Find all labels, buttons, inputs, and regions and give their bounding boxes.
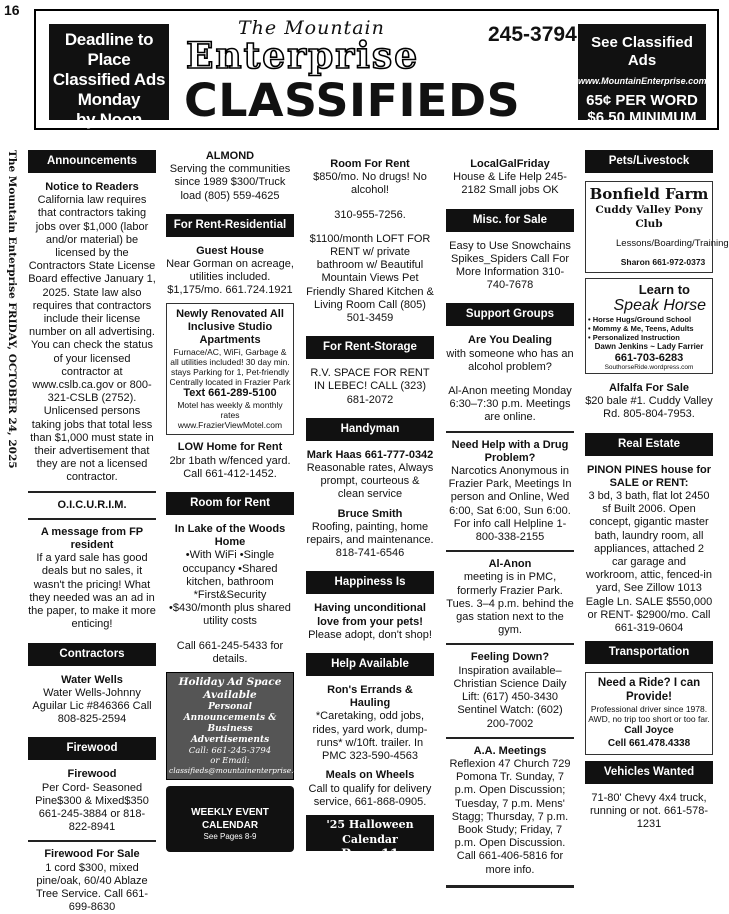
drug-title: Need Help with a Drug Problem? [451, 438, 569, 464]
misc-body: Easy to Use Snowchains Spikes_Spiders Call For More Information 310-740-7678 [449, 239, 571, 292]
holiday-ad-graphic [166, 672, 310, 780]
guest-house-body: Near Gorman on acreage, utilities included. $1,175/mo. 661.724.1921 [166, 258, 294, 297]
bruce-title: Bruce Smith [337, 507, 403, 520]
room-body: $850/mo. No drugs! No alcohol! [313, 171, 427, 197]
halloween-line-2: Page 11 [341, 846, 399, 862]
lgf-body: House & Life Help 245-2182 Small jobs OK [453, 171, 567, 197]
bonfield-title: Bonfield Farm [589, 185, 709, 203]
alanon-title: Al-Anon [488, 558, 532, 571]
bonfield-phone: Sharon 661-972-0373 [620, 257, 706, 267]
divider [446, 643, 574, 645]
rates-box [578, 24, 707, 126]
notice-body: California law requires that contractors taking jobs over $1,000 (labor and/or material) be licensed by the Contractors State License Board effective January 1, 2025. State law also requires that contractors include their license number on all advertising. You can check the status of your licensed contractor at www.cslb.ca.gov or 800-321-CSLB (2752). Unlicensed persons taking jobs that total less than $1,000 must state in their advertisement that they are not a licensed contractor. [28, 194, 156, 484]
motel-title: Newly Renovated All Inclusive Studio Apartments [176, 307, 284, 347]
guest-house-title: Guest House [196, 244, 264, 257]
notice-title: Notice to Readers [45, 181, 139, 193]
fp-message-title: A message from FP resident [40, 525, 144, 552]
alanon-online: Al-Anon meeting Monday 6:30–7:30 p.m. Meetings are online. [448, 385, 572, 424]
speak-horse-ad [585, 278, 713, 374]
speak-horse-name: Dawn Jenkins ~ Lady Farrier [594, 342, 704, 351]
ride-details: Professional driver since 1978. AWD, no trip too short or too far. [588, 704, 710, 725]
firewood-sale-body: 1 cord $300, mixed pine/oak, 60/40 Ablaze Tree Service. Call 661-699-8630 [35, 861, 149, 914]
divider [446, 885, 574, 888]
almond-body: Serving the communities since 1989 $300/Truck load (805) 559-4625 [169, 163, 291, 202]
weekly-line-1: WEEKLY EVENT [191, 807, 269, 819]
motel-text-phone: Text 661-289-5100 [183, 387, 277, 400]
mark-body: Reasonable rates, Always prompt, courteous & clean service [306, 462, 434, 501]
bonfield-farm-ad [585, 181, 729, 273]
halloween-calendar-graphic [306, 815, 434, 862]
motel-ad [166, 303, 294, 436]
deadline-box [49, 24, 169, 129]
ocurim-text: O.I.C.U.R.I.M. [57, 498, 127, 511]
holiday-call: Call: 661-245-3794 [188, 746, 272, 757]
drug-body: Narcotics Anonymous in Frazier Park, Meetings In person and Online, Wed 6:00, Sat 6:00, Sun 6:00. For info call Helpline 1-800-338-2155 [448, 465, 572, 544]
water-wells-title: Water Wells [61, 673, 123, 686]
lake-call: Call 661-245-5433 for details. [176, 639, 284, 665]
room-phone: 310-955-7256. [334, 208, 406, 221]
firewood-title: Firewood [67, 768, 117, 781]
masthead-enterprise: Enterprise [186, 35, 420, 77]
column-3 [306, 158, 434, 862]
section-header-support: Support Groups [446, 303, 574, 326]
firewood-sale-title: Firewood For Sale [44, 848, 140, 861]
sidebar-dateline [4, 150, 20, 469]
alanon-body: meeting is in PMC, formerly Frazier Park. Tues. 3–4 p.m. behind the gas station next to the gym. [446, 571, 574, 637]
low-home-title: LOW Home for Rent [177, 441, 283, 454]
motel-rates: Motel has weekly & monthly rates [177, 400, 283, 421]
holiday-or: or Email: [210, 756, 250, 767]
masthead-the-mountain: The Mountain [238, 17, 385, 39]
aa-title: A.A. Meetings [473, 744, 547, 757]
speak-horse-item: • Personalized Instruction [588, 333, 680, 342]
masthead-phone: 245-3794 [488, 23, 577, 46]
bonfield-services: Lessons/Boarding/Training [616, 238, 729, 249]
happy-title: Having unconditional love from your pets! [314, 602, 426, 628]
loft-body: $1100/month LOFT FOR RENT w/ private bathroom w/ Beautiful Mountain Views Pet Friendly Shared Kitchen & Living Room Call (805) 501-3459 [306, 232, 434, 325]
divider [446, 431, 574, 433]
section-header-real-estate: Real Estate [585, 433, 713, 456]
deadline-line: Classified Ads [52, 70, 166, 89]
low-home-body: 2br 1bath w/fenced yard. Call 661-412-1452. [169, 454, 291, 480]
section-header-room-for-rent: Room for Rent [166, 492, 294, 515]
alc-body: with someone who has an alcohol problem? [446, 347, 574, 373]
section-header-misc: Misc. for Sale [446, 209, 574, 232]
speak-horse-line-1: Learn to [638, 282, 690, 297]
lake-title: In Lake of the Woods Home [174, 523, 286, 549]
happy-body: Please adopt, don't shop! [308, 628, 432, 641]
section-header-transportation: Transportation [585, 641, 713, 664]
deadline-line: by Noon [76, 110, 142, 129]
rate-per-word: 65¢ PER WORD [586, 92, 698, 109]
ride-ad [585, 672, 713, 754]
speak-horse-phone: 661-703-6283 [614, 352, 684, 364]
section-header-firewood: Firewood [28, 737, 156, 760]
speak-horse-site[interactable]: SouthorseRide.wordpress.com [604, 364, 694, 371]
divider [28, 491, 156, 493]
fp-message-body: If a yard sale has good deals but no sales, it wasn't the pricing! What they needed was an ad in the paper, to make it more enticing! [28, 552, 156, 631]
section-header-pets: Pets/Livestock [585, 150, 713, 173]
section-header-happiness: Happiness Is [306, 571, 434, 594]
divider [28, 518, 156, 520]
alfalfa-title: Alfalfa For Sale [608, 382, 690, 394]
page-number: 16 [4, 2, 20, 18]
deadline-line: Monday [77, 90, 141, 109]
rv-body: R.V. SPACE FOR RENT IN LEBEC! CALL (323) 681-2072 [310, 367, 430, 406]
down-body: Inspiration available– Christian Science Daily Lift: (617) 450-3430 Sentinel Watch: (602) 200-7002 [453, 664, 567, 730]
halloween-line-1: '25 Halloween Calendar [326, 817, 414, 846]
room-title: Room For Rent [330, 158, 410, 170]
weekly-calendar-graphic [166, 786, 294, 852]
speak-horse-line-2: Speak Horse [613, 297, 706, 314]
speak-horse-item: • Mommy & Me, Teens, Adults [588, 324, 694, 333]
water-wells-body: Water Wells-Johnny Aguilar Lic #846366 Call 808-825-2594 [32, 686, 152, 726]
meals-title: Meals on Wheels [325, 769, 415, 782]
speak-horse-item: • Horse Hugs/Ground School [588, 315, 692, 324]
down-title: Feeling Down? [470, 651, 550, 664]
column-2 [166, 150, 310, 852]
almond-title: ALMOND [205, 150, 255, 162]
bruce-body: Roofing, painting, home repairs, and maintenance. 818-741-6546 [306, 520, 434, 560]
ron-title: Ron's Errands & Hauling [327, 684, 413, 710]
column-1 [28, 150, 156, 914]
bonfield-club: Cuddy Valley Pony Club [595, 204, 703, 230]
alfalfa-body: $20 bale #1. Cuddy Valley Rd. 805-804-7953. [585, 395, 713, 421]
section-header-contractors: Contractors [28, 643, 156, 666]
pinon-body: 3 bd, 3 bath, flat lot 2450 sf Built 2006. Open concept, gigantic master bath, laundry room, all appliances, attached 2 car garage and workroom, attic, fenced-in yard, See Zillow 1013 Eagle Ln. SALE $550,000 or RENT- $2900/mo. Call 661-319-0604 [585, 490, 713, 635]
motel-details: Furnace/AC, WiFi, Garbage & all utilities included! 30 day min. stays Parking for 1, Pet-friendly Centrally located in Frazier Park [169, 347, 291, 388]
section-header-handyman: Handyman [306, 418, 434, 441]
motel-website[interactable]: www.FrazierViewMotel.com [177, 420, 283, 431]
vehicles-body: 71-80' Chevy 4x4 truck, running or not. 661-578-1231 [589, 791, 709, 831]
masthead-classifieds: CLASSIFIEDS [184, 74, 521, 127]
section-header-announcements: Announcements [28, 150, 156, 173]
column-4 [446, 158, 574, 894]
section-header-vehicles: Vehicles Wanted [585, 761, 713, 784]
lake-body: •With WiFi •Single occupancy •Shared kitchen, bathroom *First&Security •$430/month plus shared utility costs [169, 549, 291, 628]
section-header-help: Help Available [306, 653, 434, 676]
see-ads-text: See Classified Ads [591, 34, 693, 69]
divider [446, 737, 574, 739]
website-link[interactable]: www.MountainEnterprise.com [578, 76, 707, 86]
divider [28, 840, 156, 842]
aa-body: Reflexion 47 Church 729 Pomona Tr. Sunday, 7 p.m. Open Discussion; Tuesday, 7 p.m. Mens' Stagg; Thursday, 7 p.m. Book Study; Friday, 7 p.m. Open Discussion. Call 661-406-5816 for more info. [449, 757, 571, 876]
ride-cell: Cell 661.478.4338 [607, 738, 691, 750]
holiday-sub: Personal Announcements & Business Advertisements [183, 702, 277, 746]
weekly-line-3: See Pages 8-9 [203, 832, 257, 842]
pinon-title: PINON PINES house for SALE or RENT: [586, 463, 712, 489]
section-header-storage: For Rent-Storage [306, 336, 434, 359]
rate-minimum: $6.50 MINIMUM [587, 109, 697, 126]
ron-body: *Caretaking, odd jobs, rides, yard work, dump-runs* w/10ft. trailer. In PMC 323-590-4563 [312, 710, 428, 763]
column-5 [585, 150, 729, 831]
holiday-title: Holiday Ad Space Available [178, 676, 282, 702]
ride-call: Call Joyce [624, 725, 674, 737]
weekly-line-2: CALENDAR [201, 820, 259, 832]
section-header-rent-residential: For Rent-Residential [166, 214, 294, 237]
meals-body: Call to qualify for delivery service, 661-868-0905. [308, 782, 432, 808]
ride-title: Need a Ride? I can Provide! [597, 677, 701, 704]
alc-title: Are You Dealing [468, 334, 552, 347]
mark-title: Mark Haas 661-777-0342 [306, 448, 434, 461]
dateline-text: The Mountain Enterprise FRIDAY, OCTOBER 24, 2025 [6, 150, 18, 469]
firewood-body: Per Cord- Seasoned Pine$300 & Mixed$350 661-245-3884 or 818-822-8941 [35, 781, 149, 834]
masthead [34, 9, 719, 130]
holiday-email: classifieds@mountainenterprise.com [169, 766, 310, 776]
divider [446, 550, 574, 552]
lgf-title: LocalGalFriday [470, 158, 550, 170]
deadline-line: Deadline to Place [64, 30, 154, 69]
